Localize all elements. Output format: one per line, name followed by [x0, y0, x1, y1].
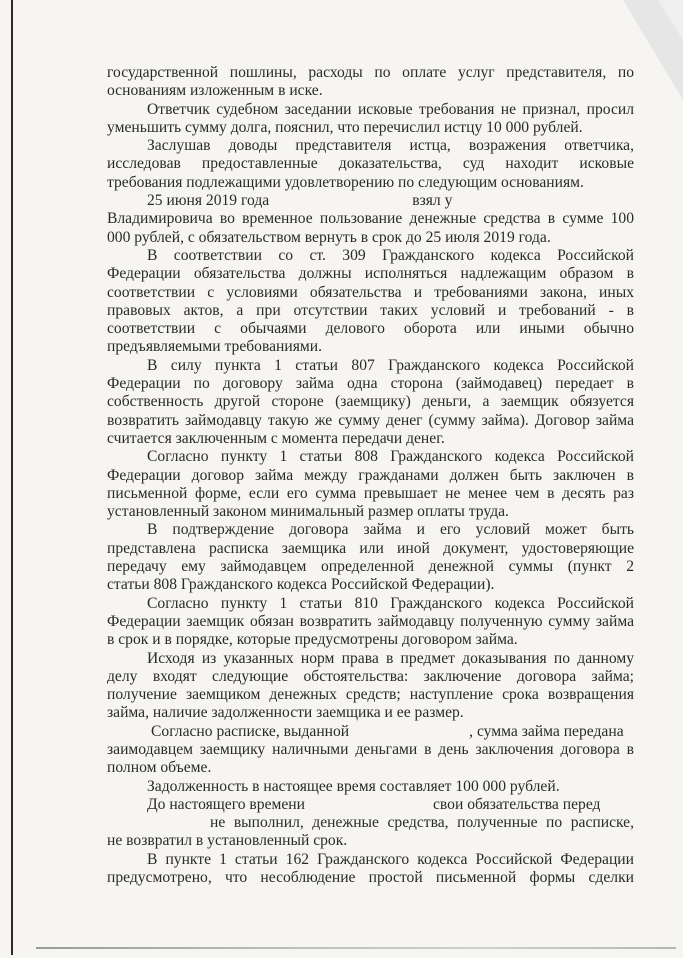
text-line: В соответствии со ст. 309 Гражданского кодекса Российской	[147, 246, 634, 264]
text-line: основаниям изложенным в иске.	[107, 82, 323, 100]
text-line: соответствии с условиями обязательства и требованиями закона, иных	[107, 283, 634, 301]
text-line: Ответчик судебном заседании исковые требования не признал, просил	[147, 100, 634, 118]
text-line: Владимировича во временное пользование денежные средства в сумме 100	[107, 210, 634, 228]
text-fragment: Согласно расписке, выданной	[151, 722, 350, 740]
text-line: не выполнил, денежные средства, полученные по расписке,	[210, 814, 634, 832]
text-line: предъявляемыми требованиями.	[107, 338, 323, 356]
text-fragment: свои обязательства перед	[433, 795, 601, 813]
text-line: Исходя из указанных норм права в предмет доказывания по данному	[147, 649, 634, 667]
text-line: В пункте 1 статьи 162 Гражданского кодекса Российской Федерации	[147, 850, 634, 868]
document-body	[107, 64, 634, 887]
scan-bottom-edge	[36, 947, 676, 949]
text-line: делу входят следующие обстоятельства: заключение договора займа;	[107, 667, 634, 685]
text-line: государственной пошлины, расходы по оплате услуг представителя, по	[107, 64, 634, 81]
text-line: 000 рублей, с обязательством вернуть в срок до 25 июля 2019 года.	[107, 228, 551, 246]
text-line: считается заключенным с момента передачи денег.	[107, 429, 445, 447]
text-line: представлена расписка заемщика или иной документ, удостоверяющие	[107, 539, 634, 557]
text-line: возвратить займодавцу такую же сумму денег (сумму займа). Договор займа	[107, 411, 634, 429]
text-line: займа, наличие задолженности заемщика и ее размер.	[107, 704, 464, 722]
text-line: требования подлежащими удовлетворению по следующим основаниям.	[107, 173, 584, 191]
text-line: Федерации договор займа между гражданами должен быть заключен в	[107, 466, 634, 484]
date-text: 25 июня 2019 года	[147, 192, 270, 210]
text-line: В силу пункта 1 статьи 807 Гражданского кодекса Российской	[147, 356, 634, 374]
text-line: собственность другой стороне (заемщику) деньги, а заемщик обязуется	[107, 393, 634, 411]
text-line: в срок и в порядке, которые предусмотрены договором займа.	[107, 631, 518, 649]
text-line: полном объеме.	[107, 759, 212, 777]
text-line: передачу ему займодавцем определенной денежной суммы (пункт 2	[107, 558, 634, 576]
text-line: Федерации обязательства должны исполняться надлежащим образом в	[107, 265, 634, 283]
text-fragment: взял у	[412, 192, 453, 210]
text-line: исследовав предоставленные доказательства, суд находит исковые	[107, 155, 634, 173]
scan-left-edge	[11, 0, 13, 955]
text-line: Федерации заемщик обязан возвратить займодавцу полученную сумму займа	[107, 612, 634, 630]
text-line: не возвратил в установленный срок.	[107, 832, 348, 850]
text-line: Заслушав доводы представителя истца, возражения ответчика,	[147, 137, 634, 155]
text-fragment: До настоящего времени	[147, 795, 305, 813]
text-line: Согласно пункту 1 статьи 808 Гражданского кодекса Российской	[147, 448, 634, 466]
text-line: установленный законом минимальный размер оплаты труда.	[107, 503, 509, 521]
text-line: соответствии с обычаями делового оборота или иными обычно	[107, 320, 634, 338]
text-line: Согласно пункту 1 статьи 810 Гражданского кодекса Российской	[147, 594, 634, 612]
text-line: В подтверждение договора займа и его условий может быть	[147, 521, 634, 539]
text-line: уменьшить сумму долга, пояснил, что перечислил истцу 10 000 рублей.	[107, 118, 583, 136]
text-line	[107, 796, 634, 814]
text-line: заимодавцем заемщику наличными деньгами в день заключения договора в	[107, 740, 634, 758]
text-line	[107, 192, 634, 210]
folded-corner-inner	[658, 0, 683, 40]
text-line	[107, 723, 634, 741]
text-line: Федерации по договору займа одна сторона (займодавец) передает в	[107, 375, 634, 393]
text-line: статьи 808 Гражданского кодекса Российской Федерации).	[107, 576, 495, 594]
text-line: получение заемщиком денежных средств; наступление срока возвращения	[107, 686, 634, 704]
text-line: предусмотрено, что несоблюдение простой письменной формы сделки	[107, 869, 634, 887]
text-line: правовых актов, а при отсутствии таких условий и требований - в	[107, 301, 634, 319]
text-fragment: , сумма займа передана	[469, 722, 624, 740]
text-line: Задолженность в настоящее время составляет 100 000 рублей.	[147, 777, 560, 795]
text-line: письменной форме, если его сумма превышает не менее чем в десять раз	[107, 484, 634, 502]
